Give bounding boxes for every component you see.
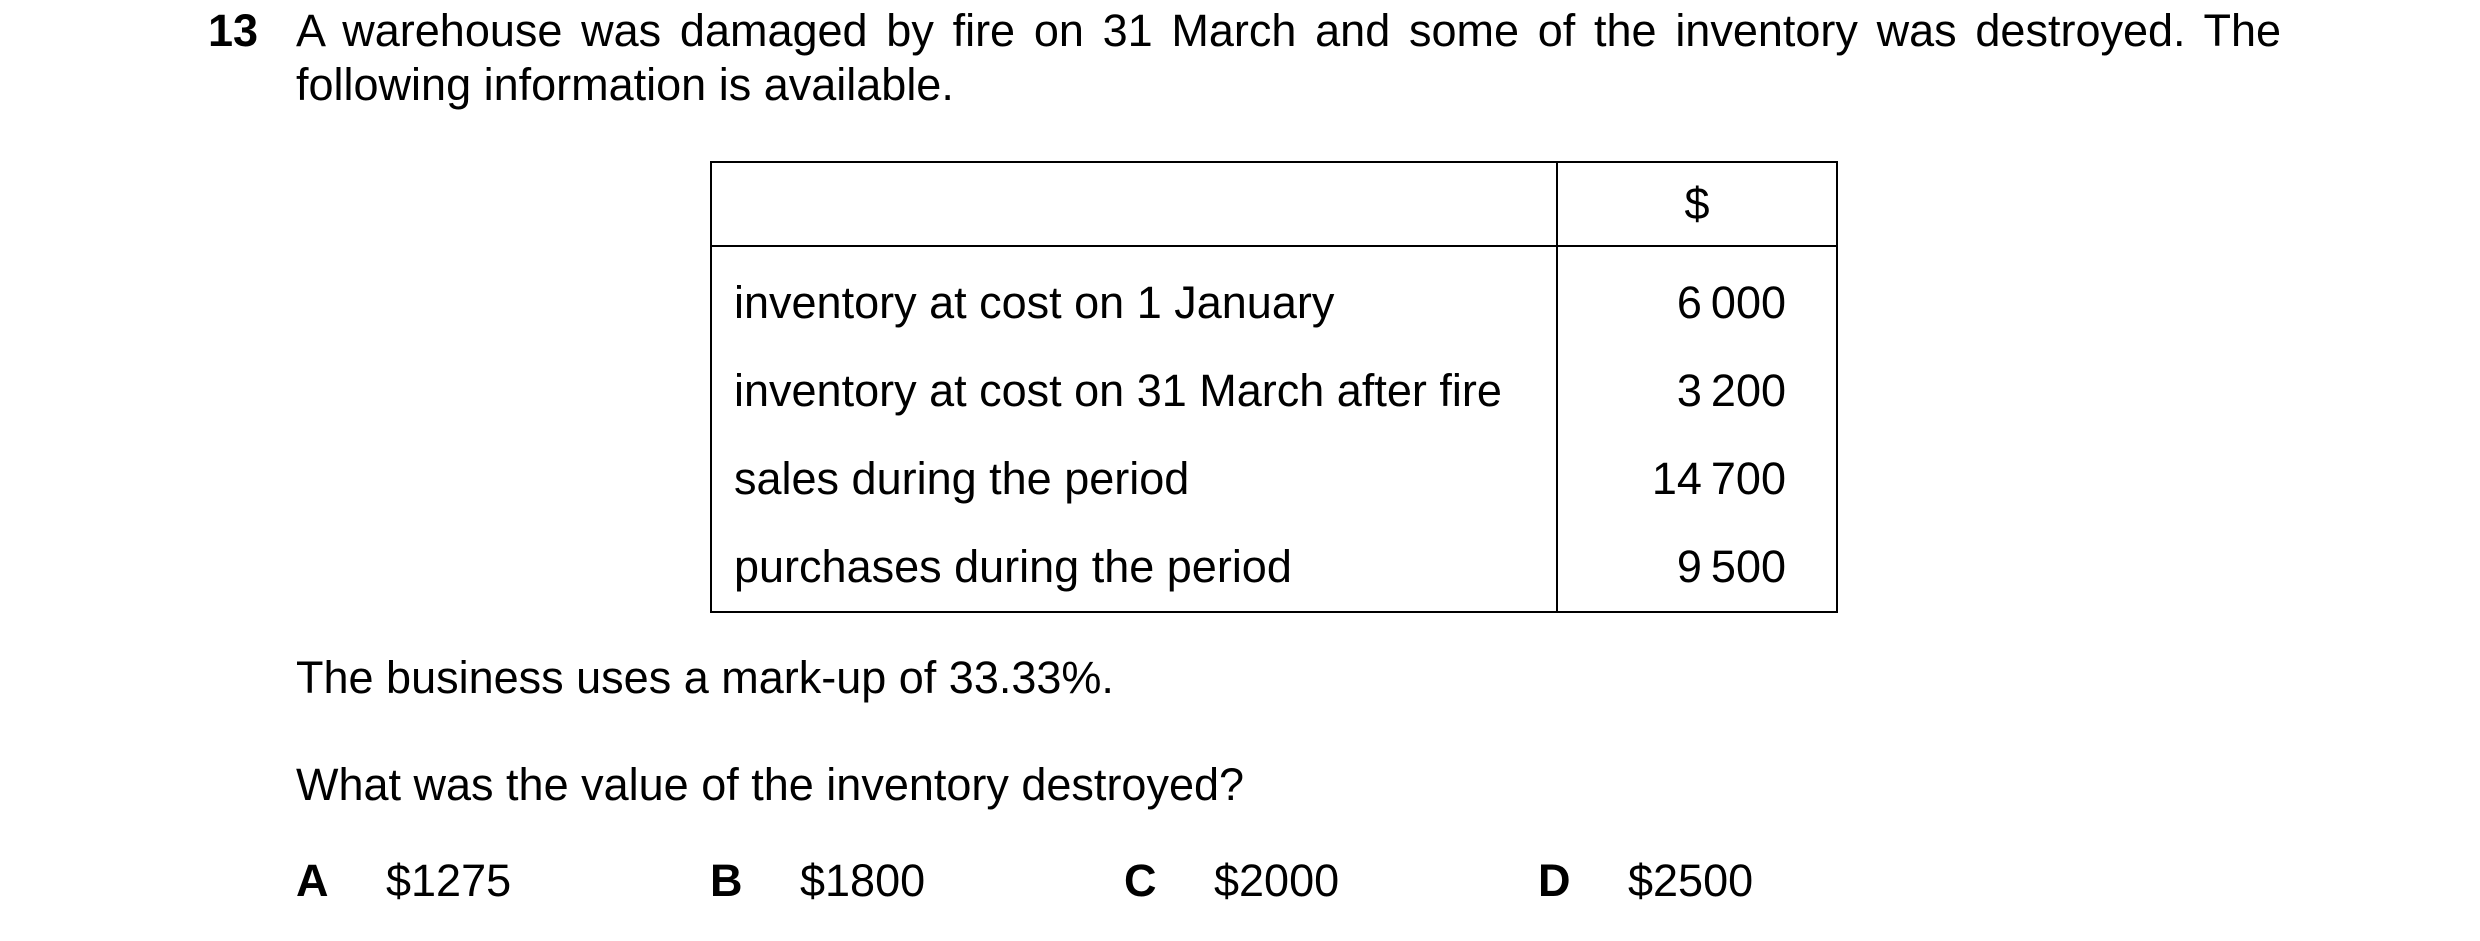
- table-row: [711, 246, 1837, 347]
- option-value: $2000: [1214, 855, 1340, 906]
- question-number: 13: [208, 5, 259, 56]
- option-c[interactable]: [1124, 854, 1339, 908]
- table-header-row: [711, 162, 1837, 246]
- table-row: [711, 435, 1837, 523]
- row-amount: 9 500: [1557, 523, 1837, 612]
- markup-statement: The business uses a mark-up of 33.33%.: [296, 652, 1114, 703]
- option-value: $1275: [386, 855, 512, 906]
- row-label: inventory at cost on 1 January: [711, 246, 1557, 347]
- row-label: purchases during the period: [711, 523, 1557, 612]
- information-table: [710, 161, 1838, 613]
- option-b[interactable]: [710, 854, 925, 908]
- row-label: inventory at cost on 31 March after fire: [711, 347, 1557, 435]
- row-amount: 3 200: [1557, 347, 1837, 435]
- option-letter: A: [296, 855, 329, 906]
- option-letter: D: [1538, 855, 1571, 906]
- option-a[interactable]: [296, 854, 511, 908]
- option-value: $1800: [800, 855, 926, 906]
- option-d[interactable]: [1538, 854, 1753, 908]
- option-letter: C: [1124, 855, 1157, 906]
- question-stem: A warehouse was damaged by fire on 31 March and some of the inventory was destroyed. The following information is available.: [296, 5, 2281, 110]
- table-header-currency: $: [1557, 162, 1837, 246]
- row-label: sales during the period: [711, 435, 1557, 523]
- option-letter: B: [710, 855, 743, 906]
- row-amount: 6 000: [1557, 246, 1837, 347]
- row-amount: 14 700: [1557, 435, 1837, 523]
- table-row: [711, 523, 1837, 612]
- option-value: $2500: [1628, 855, 1754, 906]
- question-prompt: What was the value of the inventory destroyed?: [296, 759, 1245, 810]
- table-row: [711, 347, 1837, 435]
- table-header-label: [711, 162, 1557, 246]
